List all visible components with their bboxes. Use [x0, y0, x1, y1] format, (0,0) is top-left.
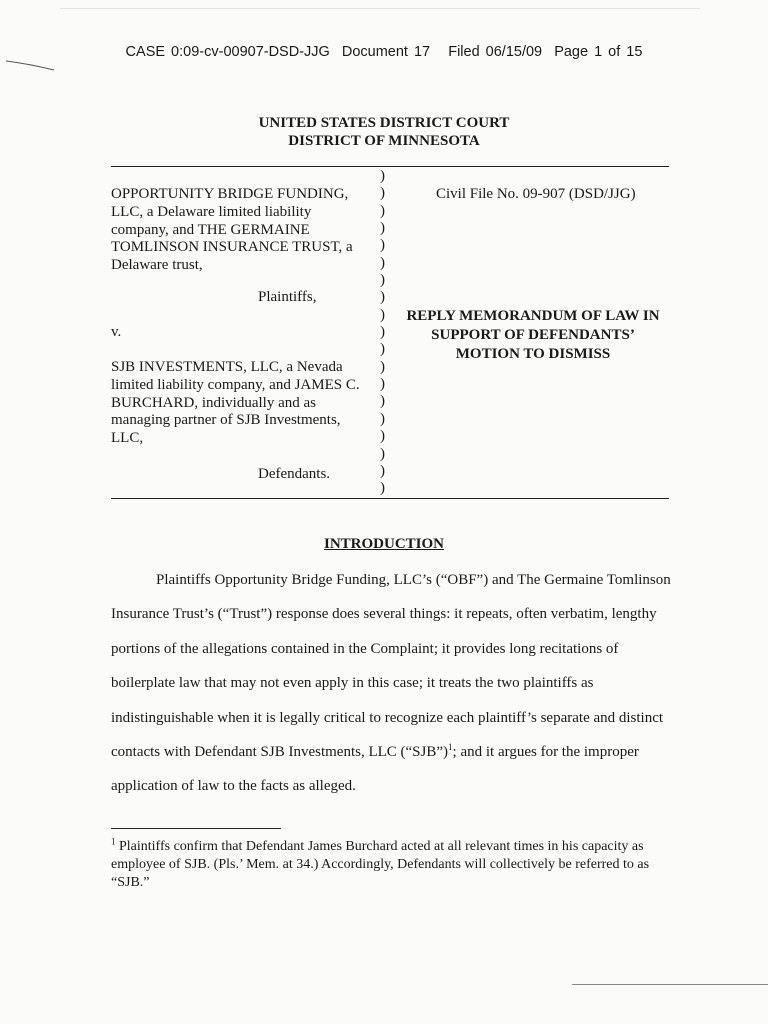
footnote-reference[interactable]: 1 [448, 742, 453, 753]
filed-date: Filed 06/15/09 [448, 44, 543, 60]
plaintiffs-label: Plaintiffs, [258, 289, 317, 305]
footnote-number: 1 [111, 836, 116, 847]
defendants-line: managing partner of SJB Investments, [111, 412, 341, 429]
caption-top-rule [111, 166, 669, 167]
plaintiffs-line: TOMLINSON INSURANCE TRUST, a [111, 239, 353, 256]
plaintiffs-block [111, 186, 371, 275]
plaintiffs-line: LLC, a Delaware limited liability [111, 203, 312, 220]
page-number: Page 1 of 15 [554, 44, 643, 60]
document-title-line: SUPPORT OF DEFENDANTS’ [431, 327, 635, 343]
document-title-line: MOTION TO DISMISS [455, 346, 611, 362]
footnote-rule [111, 828, 281, 829]
defendants-label: Defendants. [258, 466, 331, 482]
scan-artifact-stroke [0, 58, 56, 72]
defendants-line: limited liability company, and JAMES C. [111, 376, 360, 393]
defendants-block [111, 359, 371, 448]
defendants-line: BURCHARD, individually and as [111, 394, 316, 411]
document-title-line: REPLY MEMORANDUM OF LAW IN [406, 308, 660, 324]
footnote-text: Plaintiffs confirm that Defendant James Burchard acted at all relevant times in his capacity as employee of SJB. (Pls.’ Mem. at 34.) Accordingly, Defendants will collectively be referred to as “SJB.” [111, 839, 650, 890]
paragraph-text-end: ; and it argues for the improper application of law to the facts as alleged. [111, 744, 639, 795]
plaintiffs-line: OPPORTUNITY BRIDGE FUNDING, [111, 186, 349, 202]
defendants-line: LLC, [111, 430, 144, 447]
defendants-line: SJB INVESTMENTS, LLC, a Nevada [111, 359, 343, 375]
caption-parentheses: ) ) ) ) ) ) ) ) ) ) ) ) ) ) ) ) ) ) ) [380, 168, 385, 497]
court-name [0, 114, 768, 150]
scan-artifact-line [60, 8, 700, 9]
paragraph-text: Plaintiffs Opportunity Bridge Funding, LLC’s (“OBF”) and The Germaine Tomlinson Insurance Trust’s (“Trust”) response does several things: it repeats, often verbatim, lengthy portions of the allegations contained in the Complaint; it provides long recitations of boilerplate law that may not even apply in this case; it treats the two plaintiffs as indistinguishable when it is legally critical to recognize each plaintiff’s separate and distinct contacts with Defendant SJB Investments, LLC (“SJB”) [111, 572, 671, 761]
plaintiffs-line: Delaware trust, [111, 257, 203, 274]
court-line-2: DISTRICT OF MINNESOTA [288, 133, 480, 149]
case-number: CASE 0:09-cv-00907-DSD-JJG [125, 44, 330, 60]
document-title [392, 307, 674, 364]
introduction-paragraph [111, 563, 671, 804]
ecf-header [0, 44, 768, 60]
scan-artifact-line [572, 984, 768, 985]
introduction-heading: INTRODUCTION [323, 536, 444, 552]
plaintiffs-line: company, and THE GERMAINE [111, 221, 310, 238]
caption-bottom-rule [111, 498, 669, 499]
footnote [111, 838, 671, 891]
versus: v. [111, 324, 122, 340]
document-number: Document 17 [341, 44, 431, 60]
civil-file-number: Civil File No. 09-907 (DSD/JJG) [436, 186, 636, 202]
court-line-1: UNITED STATES DISTRICT COURT [258, 115, 510, 131]
